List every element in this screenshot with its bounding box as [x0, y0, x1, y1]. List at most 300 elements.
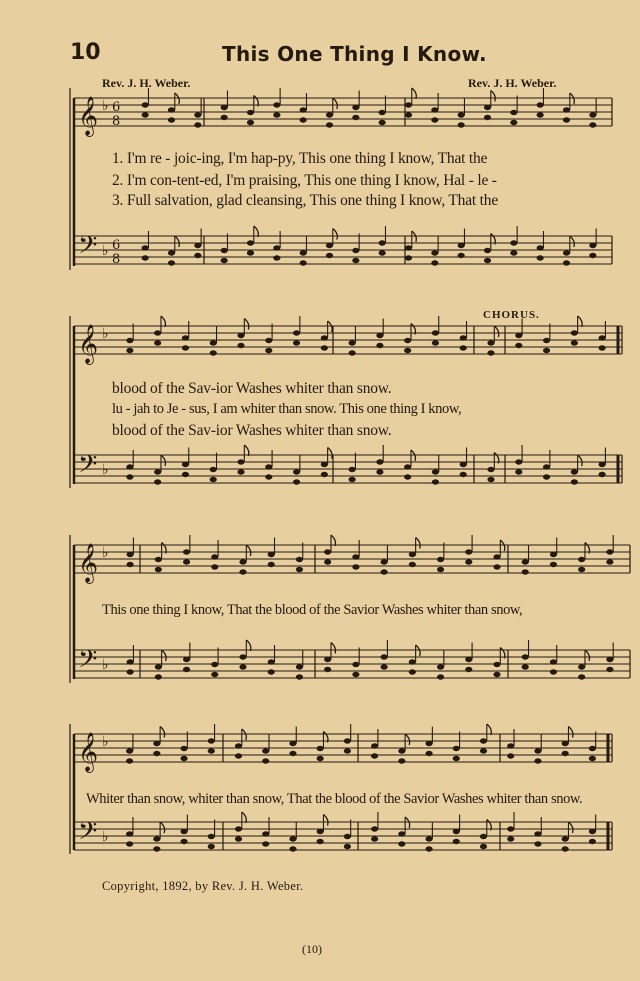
system-4-bass-flag	[160, 822, 165, 833]
system-3-treble-flag	[331, 535, 336, 546]
system-1-treble-note	[142, 102, 149, 107]
system-4-bass-note	[371, 836, 378, 841]
verse-1-line: 1. I'm re - joic-ing, I'm hap-py, This one thing I know, That the	[112, 150, 488, 167]
system-1-treble-note	[247, 110, 254, 115]
system-3-treble-note	[550, 562, 557, 567]
system-4-bass-flag	[323, 815, 328, 826]
system-1-bass-flag	[254, 226, 258, 237]
system-1-bass-note	[300, 250, 307, 255]
system-4-bass-note	[126, 831, 133, 836]
system-3-bass-note	[381, 654, 388, 659]
system-4-bass-flag	[568, 822, 573, 833]
system-4-treble-note	[589, 746, 596, 751]
system-2-treble-note	[182, 335, 189, 340]
system-4-treble-flag	[160, 727, 165, 738]
system-1-treble-note	[431, 107, 438, 112]
system-2-lyric-1: blood of the Sav-ior Washes whiter than snow.	[112, 380, 392, 397]
system-3-bass-note	[606, 667, 613, 672]
system-1-treble-note	[537, 102, 544, 107]
system-2-bass-flag	[328, 448, 333, 459]
system-3-treble-note	[296, 567, 303, 572]
system-1-bass-note	[537, 245, 544, 250]
system-2-bass-note	[571, 479, 578, 484]
system-1-bass-note	[247, 240, 254, 245]
system-3-treble-note	[493, 564, 500, 569]
system-1-bass-note	[379, 240, 386, 245]
system-4-bass-note	[480, 834, 487, 839]
system-1-treble-note	[142, 112, 149, 117]
system-4-bass-note	[344, 844, 351, 849]
system-3-treble-note	[409, 562, 416, 567]
system-4-treble-note	[126, 748, 133, 753]
system-3-treble-note	[409, 552, 416, 557]
system-2-flat-icon: ♭	[102, 462, 109, 478]
system-1-bass-note	[142, 255, 149, 260]
system-2-treble-note	[487, 350, 494, 355]
system-1-treble-note	[273, 112, 280, 117]
system-3-treble-note	[211, 554, 218, 559]
system-4-bass-note	[534, 841, 541, 846]
system-3-bass-note	[522, 664, 529, 669]
system-3-bass-note	[239, 664, 246, 669]
system-1-treble-note	[405, 112, 412, 117]
system-4-treble-note	[289, 751, 296, 756]
system-2-bass-note	[349, 477, 356, 482]
system-1-bass-note	[300, 260, 307, 265]
system-4-treble-note	[208, 738, 215, 743]
system-3-treble-note	[239, 569, 246, 574]
system-3-bass-note	[183, 657, 190, 662]
system-3-treble-note	[352, 564, 359, 569]
system-3-treble-note	[465, 549, 472, 554]
system-1-bass-flag	[175, 236, 180, 247]
system-3-flat-icon: ♭	[102, 657, 109, 673]
system-2-treble-note	[126, 338, 133, 343]
system-4-flat-icon: ♭	[102, 829, 109, 845]
system-2-treble-note	[349, 340, 356, 345]
system-4-bass-note	[289, 836, 296, 841]
system-3-treble-note	[550, 552, 557, 557]
words-credit: Rev. J. H. Weber.	[102, 76, 191, 90]
system-3-bass-note	[127, 659, 134, 664]
system-3-treble-flag	[246, 545, 251, 556]
system-4-bass-note	[153, 836, 160, 841]
system-1-bass-note	[221, 258, 228, 263]
system-2-bass-note	[571, 469, 578, 474]
system-3-treble-note	[296, 557, 303, 562]
system-3-treble-note	[127, 562, 134, 567]
system-4-treble-note	[480, 748, 487, 753]
system-3-bass-note	[465, 657, 472, 662]
system-1-bass-note	[458, 243, 465, 248]
system-4-bass-note	[371, 826, 378, 831]
system-1-treble-note	[352, 105, 359, 110]
system-4-treble-flag	[487, 724, 492, 735]
system-2-treble-note	[210, 350, 217, 355]
system-2-treble-note	[599, 335, 606, 340]
system-4-treble-note	[589, 756, 596, 761]
system-2-lyric-2: lu - jah to Je - sus, I am whiter than snow. This one thing I know,	[112, 401, 462, 417]
system-1-bass-note	[352, 258, 359, 263]
system-1-bass-note	[405, 255, 412, 260]
system-3-bass-note	[324, 657, 331, 662]
system-2-treble-note	[349, 350, 356, 355]
system-1-treble-note	[221, 105, 228, 110]
system-3-lyric: This one thing I know, That the blood of the Savior Washes whiter than snow,	[102, 602, 523, 618]
system-2-treble-flag	[161, 316, 166, 327]
chorus-label: CHORUS.	[483, 309, 540, 321]
hymn-title: This One Thing I Know.	[222, 42, 487, 66]
system-1-treble-note	[563, 117, 570, 122]
system-2-treble-flag	[244, 319, 249, 330]
system-3-bass-note	[465, 667, 472, 672]
system-2-bass-note	[599, 462, 606, 467]
system-1-time-top: 6	[112, 238, 121, 253]
system-1-treble-note	[273, 102, 280, 107]
system-2-treble-note	[237, 343, 244, 348]
system-2-bass-note	[460, 472, 467, 477]
system-2-treble-note	[487, 340, 494, 345]
system-1-bass-note	[405, 245, 412, 250]
system-4-bass-note	[425, 836, 432, 841]
system-1-treble-note	[510, 110, 517, 115]
system-2-bass-note	[237, 469, 244, 474]
system-4-bass-clef-icon: 𝄢	[78, 817, 98, 852]
system-4-treble-note	[262, 748, 269, 753]
system-2-bass-note	[182, 462, 189, 467]
system-3-bass-note	[578, 664, 585, 669]
system-2-bass-note	[376, 459, 383, 464]
system-4-treble-note	[180, 756, 187, 761]
system-3-treble-note	[155, 567, 162, 572]
system-2-treble-flag	[494, 326, 499, 337]
system-3-treble-note	[606, 549, 613, 554]
system-2-treble-note	[515, 333, 522, 338]
system-4-treble-note	[262, 758, 269, 763]
system-2-bass-note	[432, 479, 439, 484]
system-4-treble-note	[453, 746, 460, 751]
system-4-treble-note	[534, 748, 541, 753]
system-3-bass-note	[239, 654, 246, 659]
system-3-bass-note	[550, 669, 557, 674]
system-3-treble-note	[211, 564, 218, 569]
system-4-bass-note	[453, 829, 460, 834]
system-1-bass-note	[510, 240, 517, 245]
system-2-flat-icon: ♭	[102, 326, 109, 342]
system-1-treble-note	[168, 107, 175, 112]
system-3-bass-clef-icon: 𝄢	[78, 645, 98, 680]
system-1-bass-note	[589, 253, 596, 258]
system-4-treble-note	[507, 743, 514, 748]
system-1-treble-flag	[333, 98, 338, 109]
system-4-treble-note	[562, 741, 569, 746]
system-2-bass-note	[126, 474, 133, 479]
system-3-bass-note	[211, 672, 218, 677]
system-4-treble-note	[425, 741, 432, 746]
system-3-bass-note	[409, 659, 416, 664]
system-2-bass-note	[487, 467, 494, 472]
system-1-bass-note	[431, 250, 438, 255]
system-3-bass-note	[437, 674, 444, 679]
system-1-bass-flag	[570, 236, 575, 247]
system-1-bass-note	[484, 248, 491, 253]
system-4-treble-note	[562, 751, 569, 756]
system-2-treble-note	[293, 330, 300, 335]
system-1-bass-note	[510, 250, 517, 255]
system-1-treble-note	[221, 115, 228, 120]
system-2-bass-note	[154, 479, 161, 484]
system-1-bass-note	[563, 260, 570, 265]
system-3-bass-note	[409, 669, 416, 674]
system-3-treble-note	[268, 562, 275, 567]
system-2-treble-note	[543, 338, 550, 343]
system-2-treble-note	[265, 338, 272, 343]
system-1-bass-note	[484, 258, 491, 263]
system-4-treble-note	[153, 751, 160, 756]
system-1-treble-note	[589, 122, 596, 127]
system-2-treble-clef-icon: 𝄞	[78, 324, 99, 364]
system-3-treble-note	[155, 557, 162, 562]
system-4-bass-note	[589, 839, 596, 844]
system-3-treble-note	[324, 559, 331, 564]
system-1-time-top: 6	[112, 100, 121, 115]
system-2-treble-note	[543, 348, 550, 353]
system-3-treble-note	[437, 567, 444, 572]
system-2-bass-note	[293, 469, 300, 474]
system-1-bass-note	[326, 253, 333, 258]
system-1-treble-note	[194, 122, 201, 127]
system-1-treble-note	[379, 110, 386, 115]
system-2-treble-note	[376, 333, 383, 338]
system-1-bass-note	[142, 245, 149, 250]
system-1-treble-note	[484, 115, 491, 120]
system-1-flat-icon: ♭	[102, 243, 109, 259]
system-4-bass-note	[398, 841, 405, 846]
system-3-treble-note	[268, 552, 275, 557]
system-3-bass-note	[324, 667, 331, 672]
system-2-bass-note	[126, 464, 133, 469]
system-4-bass-note	[534, 831, 541, 836]
system-2-treble-flag	[578, 316, 583, 327]
system-3-treble-note	[437, 557, 444, 562]
system-2-bass-clef-icon: 𝄢	[78, 450, 98, 485]
system-4-treble-note	[235, 753, 242, 758]
system-4-treble-note	[371, 743, 378, 748]
system-3-treble-note	[381, 569, 388, 574]
system-2-bass-note	[515, 469, 522, 474]
system-3-treble-note	[183, 559, 190, 564]
system-4-treble-note	[180, 746, 187, 751]
system-1-treble-note	[300, 117, 307, 122]
system-4-treble-note	[398, 748, 405, 753]
system-4-bass-flag	[242, 812, 247, 823]
system-1-bass-note	[168, 260, 175, 265]
system-3-bass-flag	[331, 643, 336, 654]
system-4-bass-note	[126, 841, 133, 846]
system-1-treble-note	[510, 120, 517, 125]
system-4-treble-note	[371, 753, 378, 758]
system-4-bass-note	[235, 836, 242, 841]
system-2-treble-note	[571, 340, 578, 345]
system-1-treble-note	[458, 122, 465, 127]
system-2-bass-note	[265, 474, 272, 479]
system-3-bass-note	[381, 664, 388, 669]
system-2-treble-note	[182, 345, 189, 350]
system-3-bass-flag	[246, 640, 251, 651]
system-4-bass-note	[453, 839, 460, 844]
system-3-bass-note	[155, 674, 162, 679]
system-3-bass-note	[211, 662, 218, 667]
system-4-bass-note	[480, 844, 487, 849]
system-1-bass-note	[537, 255, 544, 260]
system-2-bass-note	[210, 477, 217, 482]
system-3-bass-note	[578, 674, 585, 679]
system-4-treble-flag	[405, 734, 410, 745]
system-1-treble-note	[300, 107, 307, 112]
system-1-bass-note	[326, 243, 333, 248]
system-2-bass-note	[237, 459, 244, 464]
system-2-treble-note	[321, 335, 328, 340]
system-4-bass-note	[180, 829, 187, 834]
system-4-treble-note	[344, 738, 351, 743]
system-4-bass-note	[425, 846, 432, 851]
system-4-bass-note	[262, 831, 269, 836]
system-4-bass-note	[317, 839, 324, 844]
system-2-treble-note	[265, 348, 272, 353]
system-4-treble-flag	[568, 727, 573, 738]
system-1-bass-note	[247, 250, 254, 255]
system-4-bass-note	[180, 839, 187, 844]
system-3-bass-note	[127, 669, 134, 674]
system-2-treble-note	[376, 343, 383, 348]
system-3-treble-note	[127, 552, 134, 557]
system-2-treble-note	[210, 340, 217, 345]
system-1-treble-note	[563, 107, 570, 112]
system-4-bass-note	[507, 836, 514, 841]
system-1-bass-note	[194, 253, 201, 258]
system-2-bass-flag	[161, 455, 166, 466]
system-1-treble-note	[537, 112, 544, 117]
system-3-treble-note	[578, 567, 585, 572]
system-1-treble-note	[589, 112, 596, 117]
system-3-treble-note	[578, 557, 585, 562]
system-4-treble-note	[453, 756, 460, 761]
system-1-treble-note	[326, 112, 333, 117]
system-2-treble-note	[154, 330, 161, 335]
system-1-bass-note	[273, 245, 280, 250]
system-2-bass-note	[543, 474, 550, 479]
system-4-bass-note	[235, 826, 242, 831]
system-2-treble-note	[571, 330, 578, 335]
system-3-treble-flag	[416, 538, 421, 549]
system-2-bass-note	[487, 477, 494, 482]
system-2-lyric-3: blood of the Sav-ior Washes whiter than snow.	[112, 422, 392, 439]
system-4-treble-note	[480, 738, 487, 743]
system-2-bass-note	[265, 464, 272, 469]
system-1-time-bottom: 8	[112, 114, 121, 129]
system-4-treble-note	[317, 756, 324, 761]
system-1-bass-flag	[333, 229, 338, 240]
system-3-bass-note	[493, 662, 500, 667]
system-2-treble-note	[404, 348, 411, 353]
system-4-treble-note	[398, 758, 405, 763]
system-1-treble-note	[458, 112, 465, 117]
system-4-treble-note	[208, 748, 215, 753]
system-3-bass-note	[550, 659, 557, 664]
page-number: 10	[70, 40, 101, 65]
system-3-bass-note	[268, 659, 275, 664]
system-3-flat-icon: ♭	[102, 545, 109, 561]
system-2-treble-note	[460, 345, 467, 350]
copyright-notice: Copyright, 1892, by Rev. J. H. Weber.	[102, 879, 304, 893]
system-4-bass-note	[562, 846, 569, 851]
system-4-treble-clef-icon: 𝄞	[78, 732, 99, 772]
system-2-bass-note	[404, 464, 411, 469]
system-4-bass-note	[507, 826, 514, 831]
system-2-bass-note	[321, 472, 328, 477]
footer-page-number: (10)	[302, 942, 322, 956]
system-3-treble-note	[493, 554, 500, 559]
system-1-treble-note	[168, 117, 175, 122]
system-2-treble-note	[460, 335, 467, 340]
system-3-bass-note	[296, 664, 303, 669]
system-1-treble-note	[352, 115, 359, 120]
system-4-treble-note	[235, 743, 242, 748]
system-2-treble-note	[515, 343, 522, 348]
system-4-treble-note	[126, 758, 133, 763]
system-2-bass-note	[515, 459, 522, 464]
system-1-bass-clef-icon: 𝄢	[78, 231, 98, 266]
system-1-bass-note	[589, 243, 596, 248]
system-1-treble-note	[194, 112, 201, 117]
system-3-treble-note	[465, 559, 472, 564]
system-2-bass-note	[210, 467, 217, 472]
system-3-bass-note	[493, 672, 500, 677]
music-credit: Rev. J. H. Weber.	[468, 76, 557, 90]
system-4-treble-note	[153, 741, 160, 746]
system-4-treble-note	[425, 751, 432, 756]
system-4-bass-note	[153, 846, 160, 851]
system-1-treble-clef-icon: 𝄞	[78, 96, 99, 136]
system-1-treble-note	[247, 120, 254, 125]
system-1-bass-note	[194, 243, 201, 248]
system-4-bass-note	[208, 834, 215, 839]
system-4-bass-note	[589, 829, 596, 834]
system-3-bass-note	[522, 654, 529, 659]
system-2-bass-note	[599, 472, 606, 477]
system-2-treble-note	[404, 338, 411, 343]
system-3-bass-note	[606, 657, 613, 662]
system-4-treble-note	[344, 748, 351, 753]
system-3-treble-note	[606, 559, 613, 564]
system-2-bass-flag	[244, 445, 249, 456]
system-1-bass-note	[458, 253, 465, 258]
system-3-bass-note	[268, 669, 275, 674]
system-2-bass-note	[460, 462, 467, 467]
system-1-treble-note	[379, 120, 386, 125]
system-4-lyric: Whiter than snow, whiter than snow, That the blood of the Savior Washes whiter than snow.	[86, 791, 583, 807]
system-1-bass-note	[168, 250, 175, 255]
system-2-bass-note	[376, 469, 383, 474]
system-1-treble-note	[431, 117, 438, 122]
system-3-bass-note	[352, 672, 359, 677]
system-4-bass-note	[398, 831, 405, 836]
system-1-bass-note	[379, 250, 386, 255]
system-3-treble-note	[522, 559, 529, 564]
system-3-bass-note	[296, 674, 303, 679]
system-4-treble-note	[507, 753, 514, 758]
system-3-bass-note	[183, 667, 190, 672]
